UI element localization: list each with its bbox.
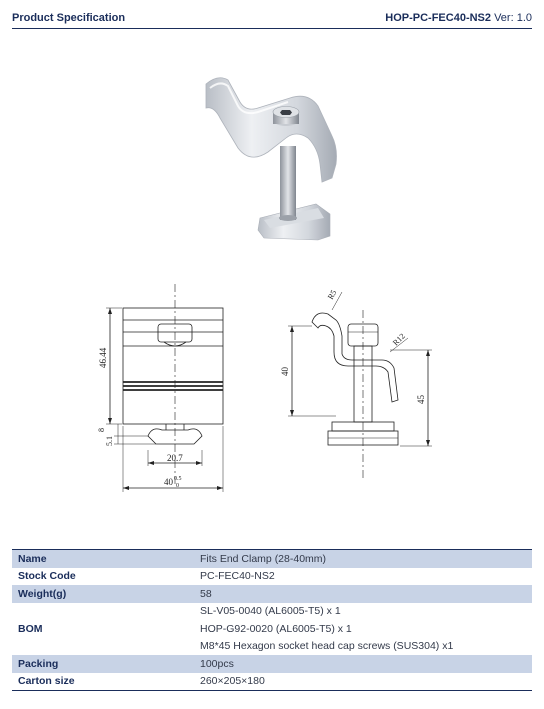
dim-small-a: 8 xyxy=(97,428,106,432)
spec-key: Weight(g) xyxy=(12,585,194,603)
dim-small-b: 5.1 xyxy=(105,436,114,446)
spec-value: Fits End Clamp (28-40mm) xyxy=(194,550,532,568)
dim-r5: R5 xyxy=(325,288,339,301)
document-header xyxy=(12,8,532,28)
dim-40: 40 xyxy=(280,367,290,376)
header-rule xyxy=(12,28,532,29)
dim-tolerance-low: 0 xyxy=(176,483,179,489)
spec-row-name xyxy=(12,550,532,568)
spec-key: Packing xyxy=(12,655,194,673)
dim-inner-width: 20.7 xyxy=(167,453,183,463)
dim-height-left: 46.44 xyxy=(98,347,108,368)
spec-value: SL-V05-0040 (AL6005-T5) x 1 xyxy=(200,605,341,618)
side-view-profile xyxy=(312,313,398,402)
product-photo xyxy=(198,68,350,244)
front-view-body xyxy=(123,308,223,424)
spec-row-weight xyxy=(12,585,532,603)
spec-row-bom-1 xyxy=(12,603,532,621)
spec-value: PC-FEC40-NS2 xyxy=(200,570,275,583)
product-code: HOP-PC-FEC40-NS2 xyxy=(385,12,492,24)
spec-value: M8*45 Hexagon socket head cap screws (SUS304) x1 xyxy=(200,640,454,653)
dim-45: 45 xyxy=(416,395,426,404)
spec-value: 260×205×180 xyxy=(194,673,532,691)
spec-value: 100pcs xyxy=(194,655,532,673)
dim-outer-width: 40 xyxy=(164,477,173,487)
spec-table xyxy=(12,549,532,691)
technical-drawing xyxy=(90,280,450,495)
spec-row-stock-code xyxy=(12,568,532,586)
version-label: Ver: 1.0 xyxy=(494,12,532,24)
document-code-version xyxy=(385,12,532,24)
spec-key: Name xyxy=(12,550,194,568)
spec-row-carton-size xyxy=(12,673,532,691)
spec-key: Stock Code xyxy=(18,570,76,583)
dim-r12: R12 xyxy=(391,331,407,348)
dim-tolerance: 0.5 xyxy=(174,476,182,482)
spec-key: BOM xyxy=(18,622,43,635)
document-title: Product Specification xyxy=(12,12,126,24)
spec-key: Carton size xyxy=(12,673,194,691)
spec-row-packing xyxy=(12,655,532,673)
spec-value: 58 xyxy=(194,585,532,603)
spec-value: HOP-G92-0020 (AL6005-T5) x 1 xyxy=(200,622,352,635)
